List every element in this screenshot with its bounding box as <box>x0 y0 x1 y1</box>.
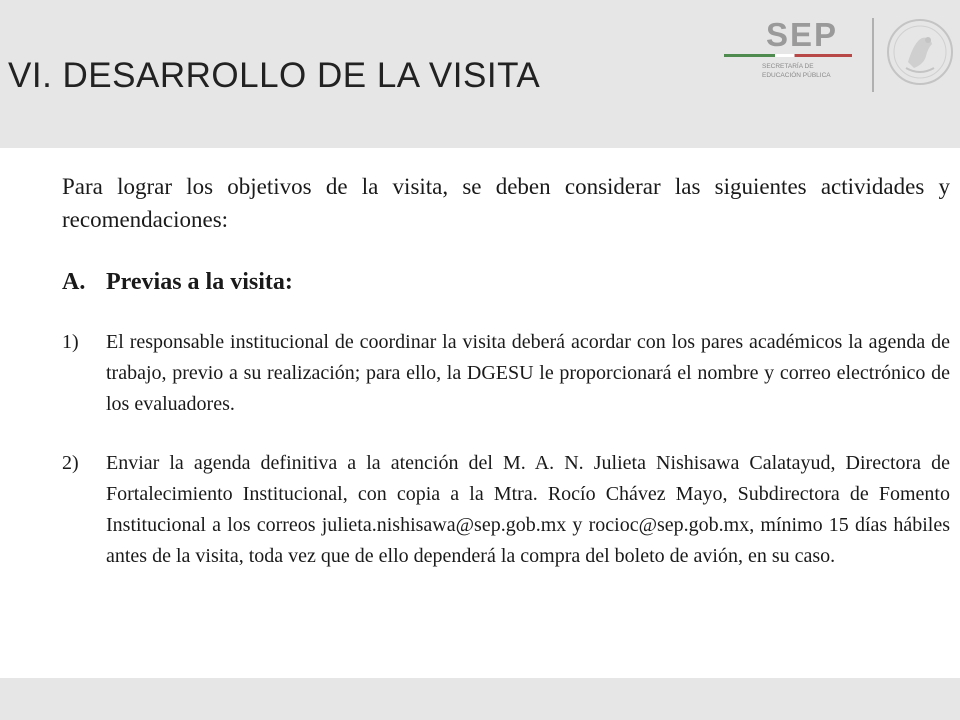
intro-paragraph: Para lograr los objetivos de la visita, se deben considerar las siguientes actividades y recomendaciones: <box>62 174 950 232</box>
section-a-heading <box>62 266 950 299</box>
list-item-number: 1) <box>62 331 79 353</box>
flag-stripe <box>724 54 852 57</box>
list-item <box>62 448 950 572</box>
header-band <box>0 0 960 148</box>
sep-logo-line1: SECRETARÍA DE <box>762 63 814 70</box>
mexican-coat-of-arms-icon <box>884 6 956 98</box>
footer-band <box>0 678 960 720</box>
sep-logo <box>722 14 858 94</box>
sep-logo-subtitle <box>762 62 842 80</box>
slide-content <box>62 170 950 572</box>
logo-divider <box>872 18 874 92</box>
list-item-number: 2) <box>62 452 79 474</box>
sep-logo-line2: EDUCACIÓN PÚBLICA <box>762 72 831 79</box>
list-item-text: Enviar la agenda definitiva a la atención del M. A. N. Julieta Nishisawa Calatayud, Directora de Fortalecimiento Institucional, con copia a la Mtra. Rocío Chávez Mayo, Subdirectora de Fomento Institucional a los correos julieta.nishisawa@sep.gob.mx y rocioc@sep.gob.mx, mínimo 15 días hábiles antes de la visita, toda vez que de ello dependerá la compra del boleto de avión, en su caso. <box>106 452 950 567</box>
list-item <box>62 327 950 420</box>
section-a-letter: A. <box>62 269 86 295</box>
sep-logo-acronym: SEP <box>766 16 839 53</box>
list-item-text: El responsable institucional de coordinar la visita deberá acordar con los pares académicos la agenda de trabajo, previo a su realización; para ello, la DGESU le proporcionará el nombre y correo electrónico de los evaluadores. <box>106 331 950 415</box>
section-a-title: Previas a la visita: <box>106 269 293 295</box>
slide-title: VI. DESARROLLO DE LA VISITA <box>8 56 541 95</box>
